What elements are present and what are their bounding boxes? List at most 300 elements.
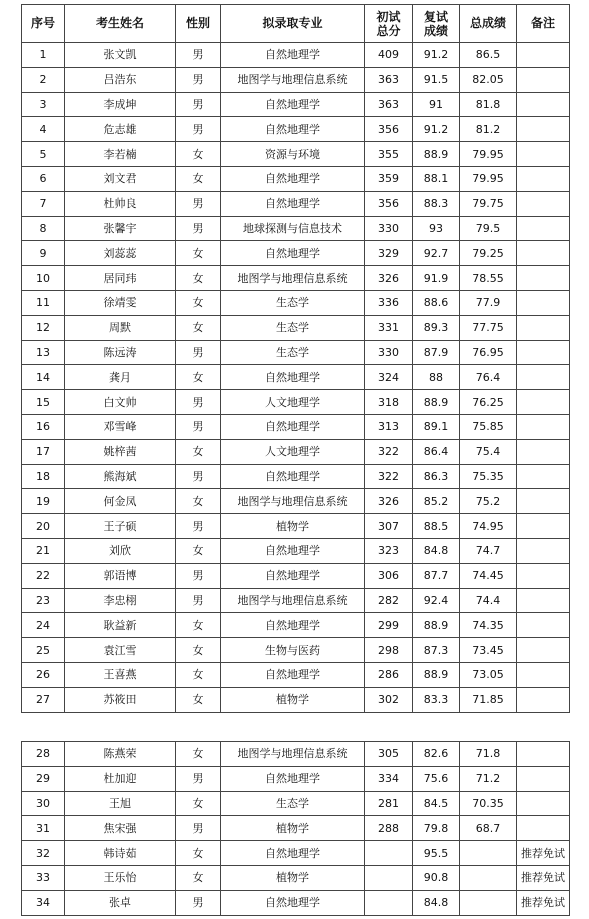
cell-name: 王乐怡 <box>65 865 176 890</box>
cell-major: 生态学 <box>221 791 365 816</box>
cell-seq: 29 <box>22 766 65 791</box>
cell-name: 李成坤 <box>65 92 176 117</box>
cell-major: 自然地理学 <box>221 662 365 687</box>
cell-total: 76.25 <box>460 390 517 415</box>
cell-gender: 男 <box>176 191 221 216</box>
cell-gender: 男 <box>176 216 221 241</box>
cell-name: 张馨宇 <box>65 216 176 241</box>
cell-seq: 18 <box>22 464 65 489</box>
cell-retest: 88.6 <box>413 290 460 315</box>
cell-gender: 男 <box>176 117 221 142</box>
cell-gender: 男 <box>176 67 221 92</box>
cell-initial: 286 <box>365 662 413 687</box>
cell-remark <box>517 216 570 241</box>
cell-initial: 336 <box>365 290 413 315</box>
cell-major: 自然地理学 <box>221 841 365 866</box>
table-row <box>22 315 570 340</box>
cell-name: 李忠栩 <box>65 588 176 613</box>
cell-total: 81.2 <box>460 117 517 142</box>
cell-name: 陈远涛 <box>65 340 176 365</box>
cell-gender: 男 <box>176 464 221 489</box>
table-row <box>22 390 570 415</box>
cell-remark: 推荐免试 <box>517 841 570 866</box>
cell-seq: 33 <box>22 865 65 890</box>
cell-retest: 88.5 <box>413 514 460 539</box>
cell-remark <box>517 464 570 489</box>
cell-remark <box>517 514 570 539</box>
cell-gender: 女 <box>176 266 221 291</box>
cell-major: 地图学与地理信息系统 <box>221 67 365 92</box>
cell-retest: 83.3 <box>413 687 460 712</box>
cell-remark <box>517 142 570 167</box>
cell-initial: 359 <box>365 166 413 191</box>
cell-initial: 326 <box>365 266 413 291</box>
cell-major: 自然地理学 <box>221 563 365 588</box>
cell-retest: 87.9 <box>413 340 460 365</box>
cell-name: 刘欣 <box>65 538 176 563</box>
cell-name: 徐靖雯 <box>65 290 176 315</box>
header-initial-score <box>365 5 413 43</box>
header-initial-line2: 总分 <box>376 23 401 38</box>
admission-table-part2 <box>21 741 570 916</box>
cell-initial: 330 <box>365 216 413 241</box>
cell-major: 植物学 <box>221 865 365 890</box>
cell-retest: 88.3 <box>413 191 460 216</box>
cell-seq: 7 <box>22 191 65 216</box>
cell-total: 79.75 <box>460 191 517 216</box>
cell-major: 自然地理学 <box>221 43 365 68</box>
cell-retest: 95.5 <box>413 841 460 866</box>
cell-remark <box>517 687 570 712</box>
cell-total: 73.45 <box>460 638 517 663</box>
cell-seq: 30 <box>22 791 65 816</box>
table-row <box>22 241 570 266</box>
cell-seq: 5 <box>22 142 65 167</box>
cell-total: 86.5 <box>460 43 517 68</box>
cell-retest: 88.9 <box>413 390 460 415</box>
table-row <box>22 766 570 791</box>
cell-name: 周默 <box>65 315 176 340</box>
cell-name: 耿益新 <box>65 613 176 638</box>
cell-total <box>460 865 517 890</box>
cell-name: 张文凯 <box>65 43 176 68</box>
cell-major: 自然地理学 <box>221 464 365 489</box>
cell-seq: 11 <box>22 290 65 315</box>
table-row <box>22 439 570 464</box>
cell-remark <box>517 414 570 439</box>
cell-initial: 322 <box>365 464 413 489</box>
cell-major: 自然地理学 <box>221 117 365 142</box>
cell-name: 王喜燕 <box>65 662 176 687</box>
cell-major: 自然地理学 <box>221 191 365 216</box>
cell-total: 74.45 <box>460 563 517 588</box>
cell-seq: 6 <box>22 166 65 191</box>
cell-name: 袁江雪 <box>65 638 176 663</box>
cell-name: 陈燕荣 <box>65 742 176 767</box>
cell-major: 资源与环境 <box>221 142 365 167</box>
cell-retest: 91.9 <box>413 266 460 291</box>
cell-initial: 334 <box>365 766 413 791</box>
cell-major: 植物学 <box>221 687 365 712</box>
cell-total: 75.35 <box>460 464 517 489</box>
cell-seq: 26 <box>22 662 65 687</box>
cell-total: 79.95 <box>460 142 517 167</box>
cell-seq: 34 <box>22 890 65 915</box>
cell-seq: 21 <box>22 538 65 563</box>
table-row <box>22 365 570 390</box>
table-row <box>22 464 570 489</box>
cell-gender: 女 <box>176 638 221 663</box>
cell-remark <box>517 662 570 687</box>
cell-remark <box>517 191 570 216</box>
cell-major: 人文地理学 <box>221 390 365 415</box>
cell-seq: 31 <box>22 816 65 841</box>
cell-total: 75.85 <box>460 414 517 439</box>
table-row <box>22 216 570 241</box>
header-total: 总成绩 <box>460 5 517 43</box>
cell-remark <box>517 315 570 340</box>
table-row <box>22 514 570 539</box>
cell-name: 焦宋强 <box>65 816 176 841</box>
cell-seq: 20 <box>22 514 65 539</box>
cell-seq: 25 <box>22 638 65 663</box>
cell-remark <box>517 742 570 767</box>
cell-gender: 女 <box>176 791 221 816</box>
table-row <box>22 266 570 291</box>
cell-retest: 84.8 <box>413 890 460 915</box>
table-row <box>22 742 570 767</box>
table-row <box>22 890 570 915</box>
cell-major: 地图学与地理信息系统 <box>221 742 365 767</box>
table-row <box>22 290 570 315</box>
cell-major: 植物学 <box>221 816 365 841</box>
cell-name: 王旭 <box>65 791 176 816</box>
cell-retest: 88.9 <box>413 613 460 638</box>
cell-major: 自然地理学 <box>221 766 365 791</box>
cell-name: 郭语博 <box>65 563 176 588</box>
cell-retest: 91 <box>413 92 460 117</box>
cell-name: 杜加迎 <box>65 766 176 791</box>
cell-gender: 男 <box>176 340 221 365</box>
cell-total: 74.95 <box>460 514 517 539</box>
cell-seq: 32 <box>22 841 65 866</box>
cell-gender: 女 <box>176 489 221 514</box>
cell-major: 生态学 <box>221 290 365 315</box>
cell-initial: 307 <box>365 514 413 539</box>
table-row <box>22 816 570 841</box>
cell-gender: 女 <box>176 315 221 340</box>
cell-remark <box>517 117 570 142</box>
table-row <box>22 563 570 588</box>
table-row <box>22 613 570 638</box>
cell-seq: 1 <box>22 43 65 68</box>
cell-name: 李若楠 <box>65 142 176 167</box>
table-row <box>22 841 570 866</box>
cell-initial: 313 <box>365 414 413 439</box>
cell-name: 邓雪峰 <box>65 414 176 439</box>
cell-remark <box>517 390 570 415</box>
cell-gender: 女 <box>176 742 221 767</box>
cell-remark <box>517 365 570 390</box>
table-row <box>22 489 570 514</box>
table-row <box>22 117 570 142</box>
cell-major: 自然地理学 <box>221 613 365 638</box>
cell-name: 刘蕊蕊 <box>65 241 176 266</box>
cell-gender: 男 <box>176 766 221 791</box>
cell-initial: 331 <box>365 315 413 340</box>
cell-retest: 85.2 <box>413 489 460 514</box>
cell-total: 79.5 <box>460 216 517 241</box>
cell-name: 王子硕 <box>65 514 176 539</box>
cell-total: 71.2 <box>460 766 517 791</box>
cell-seq: 28 <box>22 742 65 767</box>
cell-seq: 19 <box>22 489 65 514</box>
cell-gender: 男 <box>176 514 221 539</box>
cell-remark <box>517 489 570 514</box>
cell-major: 自然地理学 <box>221 538 365 563</box>
cell-name: 白文帅 <box>65 390 176 415</box>
cell-gender: 男 <box>176 92 221 117</box>
cell-initial <box>365 865 413 890</box>
header-retest-score <box>413 5 460 43</box>
cell-initial: 363 <box>365 67 413 92</box>
cell-total: 74.35 <box>460 613 517 638</box>
table-row <box>22 67 570 92</box>
table-row <box>22 791 570 816</box>
cell-initial: 322 <box>365 439 413 464</box>
cell-seq: 8 <box>22 216 65 241</box>
cell-major: 地图学与地理信息系统 <box>221 266 365 291</box>
cell-retest: 87.7 <box>413 563 460 588</box>
cell-seq: 12 <box>22 315 65 340</box>
cell-name: 危志雄 <box>65 117 176 142</box>
table-row <box>22 638 570 663</box>
header-major: 拟录取专业 <box>221 5 365 43</box>
cell-remark <box>517 290 570 315</box>
cell-seq: 2 <box>22 67 65 92</box>
cell-remark <box>517 638 570 663</box>
cell-retest: 91.2 <box>413 43 460 68</box>
cell-major: 人文地理学 <box>221 439 365 464</box>
cell-total: 78.55 <box>460 266 517 291</box>
admission-table-part1 <box>21 4 570 713</box>
cell-name: 吕浩东 <box>65 67 176 92</box>
cell-remark <box>517 166 570 191</box>
cell-remark <box>517 563 570 588</box>
cell-seq: 14 <box>22 365 65 390</box>
cell-initial: 281 <box>365 791 413 816</box>
cell-gender: 男 <box>176 890 221 915</box>
cell-initial: 409 <box>365 43 413 68</box>
cell-total: 68.7 <box>460 816 517 841</box>
cell-total <box>460 841 517 866</box>
cell-initial: 324 <box>365 365 413 390</box>
cell-major: 地球探测与信息技术 <box>221 216 365 241</box>
cell-retest: 79.8 <box>413 816 460 841</box>
cell-retest: 88.9 <box>413 662 460 687</box>
cell-name: 姚梓茜 <box>65 439 176 464</box>
table-row <box>22 43 570 68</box>
cell-major: 生物与医药 <box>221 638 365 663</box>
cell-name: 何金凤 <box>65 489 176 514</box>
cell-initial: 356 <box>365 191 413 216</box>
cell-seq: 24 <box>22 613 65 638</box>
cell-major: 自然地理学 <box>221 166 365 191</box>
cell-remark <box>517 613 570 638</box>
cell-retest: 93 <box>413 216 460 241</box>
cell-gender: 女 <box>176 166 221 191</box>
cell-retest: 89.1 <box>413 414 460 439</box>
cell-total: 75.2 <box>460 489 517 514</box>
cell-retest: 75.6 <box>413 766 460 791</box>
cell-gender: 女 <box>176 290 221 315</box>
cell-total: 76.4 <box>460 365 517 390</box>
table-row <box>22 687 570 712</box>
cell-total: 74.7 <box>460 538 517 563</box>
cell-gender: 女 <box>176 687 221 712</box>
cell-remark <box>517 816 570 841</box>
cell-initial: 305 <box>365 742 413 767</box>
cell-remark <box>517 92 570 117</box>
cell-retest: 88.9 <box>413 142 460 167</box>
cell-retest: 82.6 <box>413 742 460 767</box>
cell-seq: 17 <box>22 439 65 464</box>
table-row <box>22 865 570 890</box>
cell-remark <box>517 340 570 365</box>
cell-seq: 13 <box>22 340 65 365</box>
cell-remark <box>517 538 570 563</box>
cell-total: 74.4 <box>460 588 517 613</box>
table-row <box>22 340 570 365</box>
cell-retest: 88.1 <box>413 166 460 191</box>
cell-gender: 男 <box>176 588 221 613</box>
cell-seq: 22 <box>22 563 65 588</box>
cell-gender: 男 <box>176 414 221 439</box>
cell-total: 81.8 <box>460 92 517 117</box>
cell-remark <box>517 43 570 68</box>
cell-major: 生态学 <box>221 340 365 365</box>
cell-initial: 355 <box>365 142 413 167</box>
cell-name: 苏筱田 <box>65 687 176 712</box>
cell-remark <box>517 67 570 92</box>
cell-total: 71.8 <box>460 742 517 767</box>
cell-major: 自然地理学 <box>221 890 365 915</box>
cell-seq: 10 <box>22 266 65 291</box>
cell-remark <box>517 791 570 816</box>
cell-gender: 女 <box>176 613 221 638</box>
cell-gender: 男 <box>176 43 221 68</box>
cell-initial: 323 <box>365 538 413 563</box>
cell-retest: 92.4 <box>413 588 460 613</box>
cell-initial: 329 <box>365 241 413 266</box>
cell-initial <box>365 890 413 915</box>
cell-retest: 87.3 <box>413 638 460 663</box>
cell-major: 生态学 <box>221 315 365 340</box>
cell-name: 杜帅良 <box>65 191 176 216</box>
cell-gender: 女 <box>176 662 221 687</box>
table-header-row <box>22 5 570 43</box>
cell-total: 75.4 <box>460 439 517 464</box>
cell-retest: 88 <box>413 365 460 390</box>
cell-total: 79.25 <box>460 241 517 266</box>
cell-retest: 89.3 <box>413 315 460 340</box>
cell-total: 77.9 <box>460 290 517 315</box>
table-row <box>22 414 570 439</box>
cell-gender: 男 <box>176 390 221 415</box>
cell-total: 77.75 <box>460 315 517 340</box>
header-retest-line1: 复试 <box>423 9 448 24</box>
cell-initial <box>365 841 413 866</box>
cell-initial: 326 <box>365 489 413 514</box>
cell-retest: 91.2 <box>413 117 460 142</box>
cell-gender: 女 <box>176 365 221 390</box>
cell-retest: 86.3 <box>413 464 460 489</box>
cell-gender: 女 <box>176 241 221 266</box>
cell-name: 熊海斌 <box>65 464 176 489</box>
cell-retest: 90.8 <box>413 865 460 890</box>
cell-name: 龚月 <box>65 365 176 390</box>
cell-retest: 86.4 <box>413 439 460 464</box>
header-remark: 备注 <box>517 5 570 43</box>
cell-total: 79.95 <box>460 166 517 191</box>
cell-retest: 84.5 <box>413 791 460 816</box>
cell-total: 71.85 <box>460 687 517 712</box>
table-row <box>22 92 570 117</box>
table-row <box>22 142 570 167</box>
table-row <box>22 588 570 613</box>
cell-major: 自然地理学 <box>221 365 365 390</box>
header-gender: 性别 <box>176 5 221 43</box>
cell-remark <box>517 766 570 791</box>
cell-major: 自然地理学 <box>221 414 365 439</box>
cell-gender: 女 <box>176 841 221 866</box>
cell-initial: 298 <box>365 638 413 663</box>
cell-initial: 318 <box>365 390 413 415</box>
cell-seq: 9 <box>22 241 65 266</box>
cell-gender: 男 <box>176 816 221 841</box>
header-retest-line2: 成绩 <box>423 23 448 38</box>
cell-retest: 91.5 <box>413 67 460 92</box>
cell-retest: 92.7 <box>413 241 460 266</box>
cell-seq: 16 <box>22 414 65 439</box>
cell-name: 刘文君 <box>65 166 176 191</box>
header-name: 考生姓名 <box>65 5 176 43</box>
cell-major: 地图学与地理信息系统 <box>221 588 365 613</box>
cell-seq: 15 <box>22 390 65 415</box>
cell-remark <box>517 266 570 291</box>
cell-major: 自然地理学 <box>221 92 365 117</box>
header-seq: 序号 <box>22 5 65 43</box>
cell-initial: 356 <box>365 117 413 142</box>
cell-initial: 282 <box>365 588 413 613</box>
cell-retest: 84.8 <box>413 538 460 563</box>
cell-name: 韩诗茹 <box>65 841 176 866</box>
cell-remark <box>517 241 570 266</box>
cell-initial: 330 <box>365 340 413 365</box>
table-row <box>22 191 570 216</box>
cell-gender: 女 <box>176 439 221 464</box>
cell-seq: 27 <box>22 687 65 712</box>
cell-major: 自然地理学 <box>221 241 365 266</box>
cell-initial: 288 <box>365 816 413 841</box>
cell-seq: 3 <box>22 92 65 117</box>
cell-total: 76.95 <box>460 340 517 365</box>
header-initial-line1: 初试 <box>376 9 401 24</box>
cell-remark <box>517 588 570 613</box>
cell-initial: 302 <box>365 687 413 712</box>
cell-name: 张卓 <box>65 890 176 915</box>
cell-initial: 299 <box>365 613 413 638</box>
